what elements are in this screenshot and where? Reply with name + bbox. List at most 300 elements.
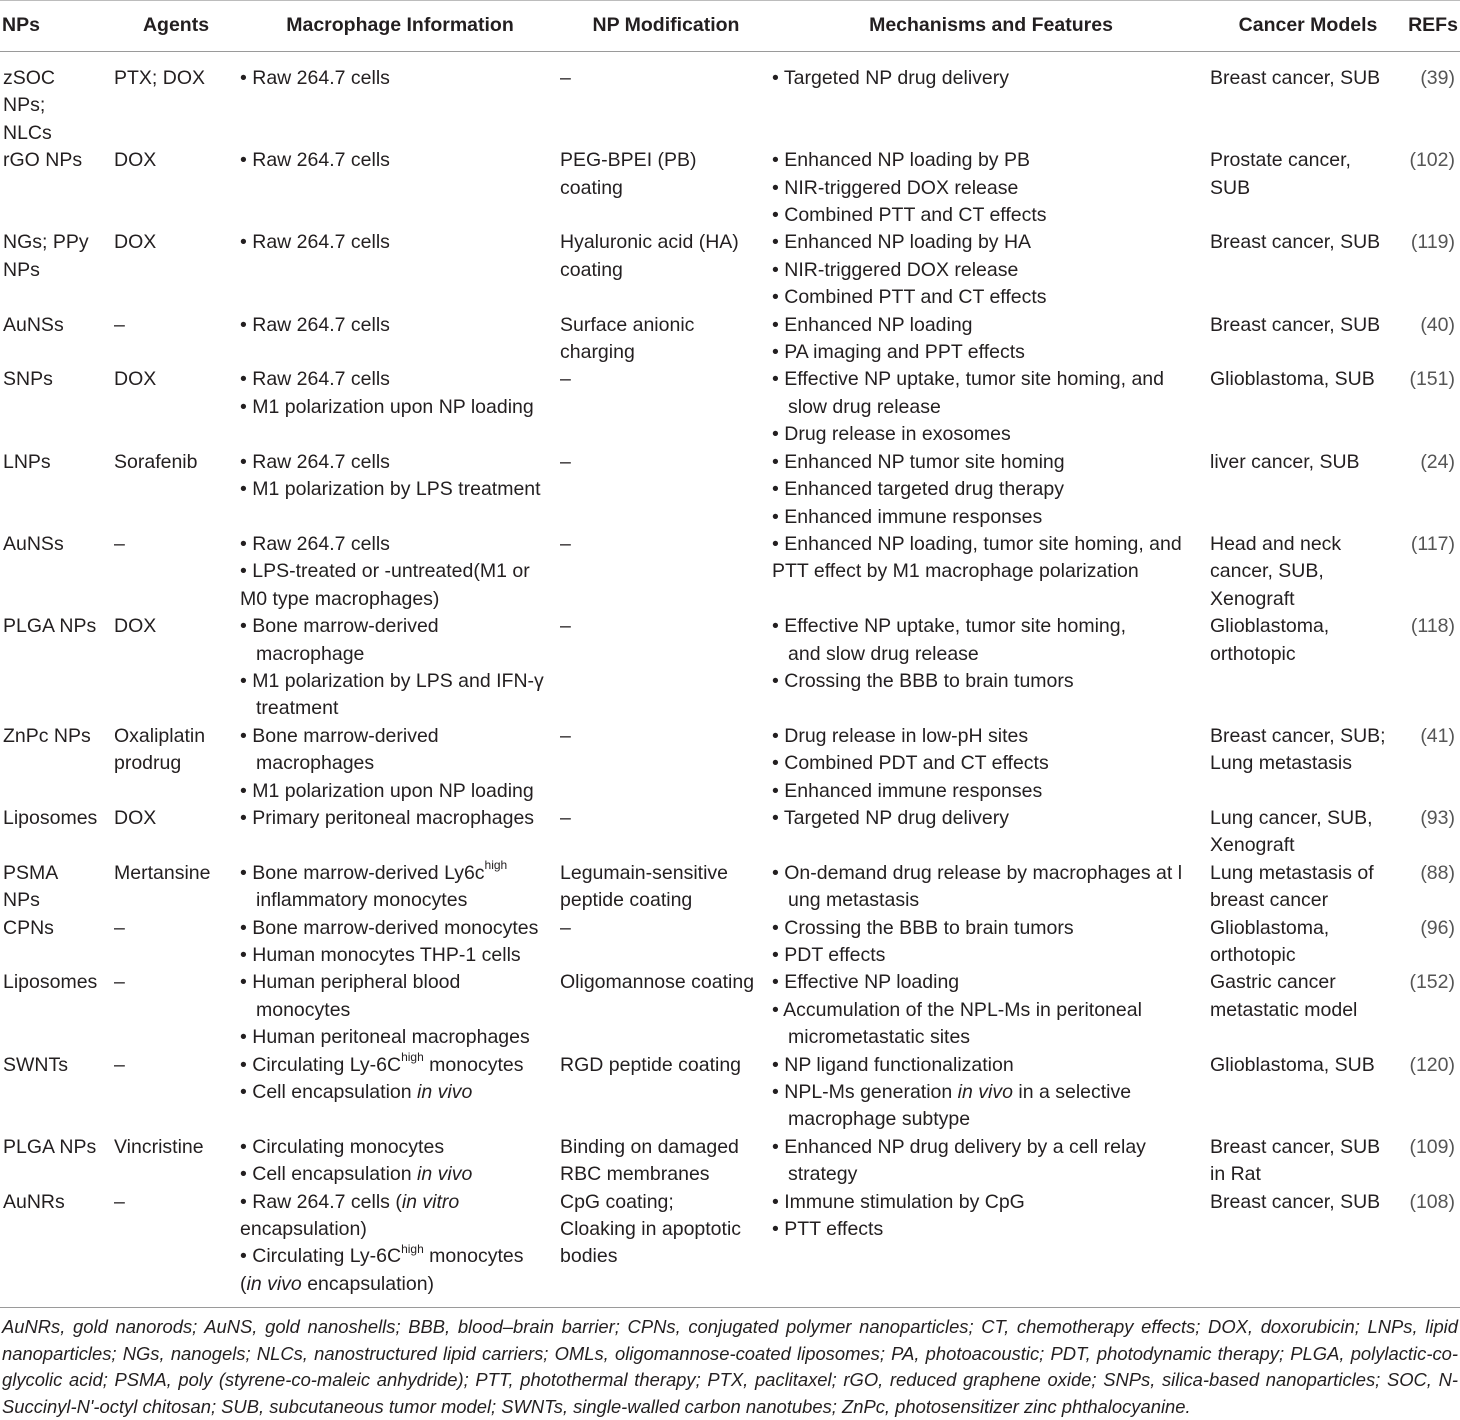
- cell-line: SNPs: [3, 368, 53, 391]
- header-mechanisms-and-features: Mechanisms and Features: [772, 1, 1210, 52]
- cell-macrophage-info: [240, 805, 560, 860]
- bullet-line: [240, 147, 560, 174]
- cell-np-modification: [560, 1134, 772, 1189]
- cell-line: Xenograft: [1210, 834, 1295, 857]
- cell-line: PLGA NPs: [3, 1135, 97, 1158]
- cell-np-modification: [560, 531, 772, 613]
- cell-ref-link[interactable]: (93): [1420, 806, 1455, 829]
- bullet-text: • Circulating monocytes: [240, 1135, 445, 1158]
- bullet-line: [772, 257, 1210, 284]
- cell-line: –: [560, 368, 571, 391]
- cell-macrophage-info: [240, 613, 560, 723]
- cell-nps: [0, 229, 112, 311]
- cell-macrophage-info: [240, 366, 560, 448]
- cell-cancer-models: [1210, 969, 1406, 1051]
- bullet-line: [772, 668, 1210, 695]
- cell-mechanisms: [772, 915, 1210, 970]
- cell-nps: [0, 1052, 112, 1134]
- bullet-text: • M1 polarization upon NP loading: [240, 395, 534, 418]
- bullet-line: [772, 915, 1210, 942]
- cell-cancer-models: [1210, 449, 1406, 531]
- table-row: [0, 366, 1460, 448]
- bullet-text: • Raw 264.7 cells: [240, 368, 390, 391]
- cell-agents: [112, 1052, 240, 1134]
- bullet-line: [772, 476, 1210, 503]
- cell-line: SUB: [1210, 176, 1251, 199]
- bullet-text: macrophage subtype: [788, 1108, 971, 1131]
- bullet-text: • Enhanced immune responses: [772, 779, 1043, 802]
- cell-ref-link[interactable]: (117): [1410, 532, 1455, 555]
- bullet-text: • Enhanced NP drug delivery by a cell relay: [772, 1135, 1146, 1158]
- cell-line: orthotopic: [1210, 642, 1296, 665]
- cell-nps: [0, 147, 112, 229]
- bullet-line: [772, 366, 1210, 393]
- cell-mechanisms: [772, 312, 1210, 367]
- cell-macrophage-info: [240, 449, 560, 531]
- cell-line: Sorafenib: [114, 450, 198, 473]
- bullet-text: • Circulating Ly-6C: [240, 1245, 402, 1268]
- cell-line: –: [114, 532, 125, 555]
- cell-line: –: [560, 724, 571, 747]
- italic-term: in vivo: [246, 1272, 302, 1295]
- cell-line: liver cancer, SUB: [1210, 450, 1360, 473]
- cell-line: RBC membranes: [560, 1163, 710, 1186]
- bullet-line: [772, 1161, 1210, 1188]
- bullet-line: [772, 202, 1210, 229]
- bullet-text: inflammatory monocytes: [256, 889, 468, 912]
- cell-agents: [112, 229, 240, 311]
- table-row: [0, 1134, 1460, 1189]
- bullet-line: [772, 641, 1210, 668]
- italic-term: in vivo: [957, 1081, 1013, 1104]
- bullet-line: [240, 1161, 560, 1188]
- cell-ref-link[interactable]: (41): [1420, 724, 1455, 747]
- cell-line: Lung metastasis: [1210, 752, 1352, 775]
- cell-cancer-models: [1210, 805, 1406, 860]
- bullet-text: • Drug release in exosomes: [772, 423, 1011, 446]
- bullet-text: and slow drug release: [788, 642, 979, 665]
- bullet-line: [772, 1052, 1210, 1079]
- cell-np-modification: [560, 723, 772, 805]
- cell-line: Oxaliplatin: [114, 724, 206, 747]
- cell-cancer-models: [1210, 147, 1406, 229]
- cell-ref-link[interactable]: (119): [1410, 231, 1455, 254]
- bullet-text: • Raw 264.7 cells: [240, 313, 390, 336]
- cell-mechanisms: [772, 366, 1210, 448]
- cell-macrophage-info: [240, 1189, 560, 1308]
- bullet-text: micrometastatic sites: [788, 1026, 971, 1049]
- cell-agents: [112, 312, 240, 367]
- bullet-line: [772, 942, 1210, 969]
- cell-line: Glioblastoma, SUB: [1210, 1053, 1375, 1076]
- cell-line: DOX: [114, 615, 157, 638]
- bullet-text: • Raw 264.7 cells: [240, 231, 390, 254]
- cell-line: Binding on damaged: [560, 1135, 739, 1158]
- cell-nps: [0, 531, 112, 613]
- cell-line: peptide coating: [560, 889, 693, 912]
- table-row: [0, 312, 1460, 367]
- bullet-line: [772, 531, 1210, 558]
- cell-ref-link[interactable]: (120): [1409, 1053, 1455, 1076]
- bullet-line: [240, 750, 560, 777]
- cell-np-modification: [560, 860, 772, 915]
- bullet-text: • Bone marrow-derived monocytes: [240, 916, 539, 939]
- cell-cancer-models: [1210, 366, 1406, 448]
- bullet-text: monocytes: [256, 998, 351, 1021]
- cell-line: NPs: [3, 889, 40, 912]
- cell-macrophage-info: [240, 1134, 560, 1189]
- cell-ref-link[interactable]: (24): [1420, 450, 1455, 473]
- table-row: [0, 449, 1460, 531]
- bullet-line: [240, 366, 560, 393]
- italic-term: in vitro: [401, 1190, 460, 1213]
- bullet-line: [772, 750, 1210, 777]
- cell-cancer-models: [1210, 723, 1406, 805]
- cell-line: –: [114, 916, 125, 939]
- cell-ref-link[interactable]: (108): [1406, 1189, 1460, 1308]
- bullet-text: • PA imaging and PPT effects: [772, 341, 1025, 364]
- cell-line: –: [114, 313, 125, 336]
- bullet-text-tail: in a selective: [1012, 1081, 1132, 1104]
- bullet-line: [240, 1134, 560, 1161]
- cell-agents: [112, 52, 240, 148]
- cell-cancer-models: [1210, 1134, 1406, 1189]
- cell-line: AuNSs: [3, 532, 64, 555]
- cell-agents: [112, 613, 240, 723]
- cell-ref-link[interactable]: (88): [1420, 861, 1455, 884]
- cell-mechanisms: [772, 860, 1210, 915]
- cell-ref-link[interactable]: (96): [1420, 916, 1455, 939]
- cell-line: PTX; DOX: [114, 67, 206, 89]
- bullet-line: [240, 531, 560, 558]
- bullet-line: [772, 1079, 1210, 1106]
- cell-line: NPs;: [3, 94, 46, 117]
- bullet-text: strategy: [788, 1163, 858, 1186]
- bullet-text: • Bone marrow-derived Ly6c: [240, 861, 485, 884]
- cell-agents: [112, 915, 240, 970]
- cell-line: DOX: [114, 806, 157, 829]
- cell-line: zSOC: [3, 67, 56, 89]
- bullet-line: [240, 449, 560, 476]
- cell-np-modification: [560, 1052, 772, 1134]
- cell-macrophage-info: [240, 915, 560, 970]
- bullet-text: • Crossing the BBB to brain tumors: [772, 916, 1074, 939]
- cell-mechanisms: [772, 723, 1210, 805]
- cell-ref-link[interactable]: (40): [1420, 313, 1455, 336]
- cell-nps: [0, 915, 112, 970]
- bullet-text: • Combined PDT and CT effects: [772, 752, 1049, 775]
- cell-cancer-models: [1210, 312, 1406, 367]
- cell-line: Cloaking in apoptotic: [560, 1218, 742, 1241]
- cell-line: Prostate cancer,: [1210, 149, 1351, 172]
- bullet-line: [240, 65, 560, 92]
- cell-ref-link[interactable]: (102): [1409, 149, 1455, 172]
- bullet-line: [240, 915, 560, 942]
- table-row: [0, 613, 1460, 723]
- cell-ref-link[interactable]: (39): [1420, 67, 1455, 89]
- cell-ref-link[interactable]: (118): [1410, 615, 1455, 638]
- bullet-line: [772, 969, 1210, 996]
- bullet-text-tail: encapsulation): [301, 1272, 435, 1295]
- cell-ref-link[interactable]: (151): [1409, 368, 1455, 391]
- cell-nps: [0, 1134, 112, 1189]
- cell-line: in Rat: [1210, 1163, 1261, 1186]
- bullet-line: [772, 147, 1210, 174]
- bullet-line: [772, 1189, 1210, 1216]
- cell-agents: [112, 805, 240, 860]
- cell-nps: [0, 449, 112, 531]
- cell-ref-link[interactable]: (152): [1409, 971, 1455, 994]
- cell-nps: [0, 366, 112, 448]
- bullet-text: • Enhanced immune responses: [772, 505, 1043, 528]
- cell-line: –: [114, 1053, 125, 1076]
- cell-agents: [112, 531, 240, 613]
- cell-line: Breast cancer, SUB: [1210, 1135, 1381, 1158]
- bullet-line: [772, 65, 1210, 92]
- bullet-line: [240, 778, 560, 805]
- cell-line: DOX: [114, 231, 157, 254]
- cell-np-modification: [560, 915, 772, 970]
- bullet-line: [240, 641, 560, 668]
- cell-line: cancer, SUB,: [1210, 560, 1324, 583]
- bullet-text: macrophage: [256, 642, 365, 665]
- bullet-line: [772, 284, 1210, 311]
- bullet-text: • Targeted NP drug delivery: [772, 806, 1009, 829]
- cell-line: rGO NPs: [3, 149, 83, 172]
- cell-line: Liposomes: [3, 971, 98, 994]
- bullet-text: • Enhanced targeted drug therapy: [772, 478, 1064, 501]
- cell-mechanisms: [772, 805, 1210, 860]
- bullet-line: [772, 312, 1210, 339]
- cell-line: CpG coating;: [560, 1190, 674, 1213]
- bullet-text: • Cell encapsulation: [240, 1163, 418, 1186]
- bullet-line: [240, 969, 560, 996]
- superscript: high: [401, 1050, 424, 1065]
- cell-ref-link[interactable]: (109): [1409, 1135, 1455, 1158]
- header-refs: REFs: [1406, 1, 1460, 52]
- bullet-text: • Bone marrow-derived: [240, 615, 439, 638]
- cell-mechanisms: [772, 1189, 1210, 1308]
- bullet-line: [240, 997, 560, 1024]
- bullet-line: [772, 229, 1210, 256]
- cell-line: DOX: [114, 368, 157, 391]
- cell-mechanisms: [772, 1134, 1210, 1189]
- bullet-text: • NPL-Ms generation: [772, 1081, 958, 1104]
- cell-line: orthotopic: [1210, 944, 1296, 966]
- cell-mechanisms: [772, 613, 1210, 723]
- cell-line: Liposomes: [3, 806, 98, 829]
- cell-mechanisms: [772, 531, 1210, 613]
- table-row: [0, 229, 1460, 311]
- bullet-line: [772, 175, 1210, 202]
- cell-line: charging: [560, 341, 635, 364]
- bullet-text: • M1 polarization by LPS treatment: [240, 478, 541, 501]
- cell-line: –: [560, 806, 571, 829]
- bullet-line: [772, 421, 1210, 448]
- bullet-line: [772, 558, 1210, 585]
- bullet-text: • Raw 264.7 cells: [240, 67, 390, 89]
- cell-macrophage-info: [240, 1052, 560, 1134]
- cell-line: –: [560, 450, 571, 473]
- table-body: [0, 52, 1460, 1308]
- bullet-text: • Enhanced NP loading by PB: [772, 149, 1030, 172]
- bullet-line: [772, 449, 1210, 476]
- header-agents: Agents: [112, 1, 240, 52]
- bullet-line: [772, 394, 1210, 421]
- cell-line: Glioblastoma,: [1210, 615, 1330, 638]
- cell-cancer-models: [1210, 531, 1406, 613]
- bullet-text: • Raw 264.7 cells (: [240, 1190, 402, 1213]
- bullet-text: • Primary peritoneal macrophages: [240, 806, 535, 829]
- table-row: [0, 915, 1460, 970]
- bullet-text: • Effective NP uptake, tumor site homing,: [772, 615, 1127, 638]
- cell-macrophage-info: [240, 147, 560, 229]
- bullet-line: [772, 1216, 1210, 1243]
- bullet-line: [240, 586, 560, 613]
- cell-cancer-models: [1210, 52, 1406, 148]
- cell-nps: [0, 1189, 112, 1308]
- cell-line: Gastric cancer: [1210, 971, 1336, 994]
- cell-macrophage-info: [240, 52, 560, 148]
- cell-np-modification: [560, 52, 772, 148]
- cell-agents: [112, 860, 240, 915]
- cell-line: bodies: [560, 1245, 618, 1268]
- bullet-text: • Immune stimulation by CpG: [772, 1190, 1025, 1213]
- cell-line: ZnPc NPs: [3, 724, 91, 747]
- bullet-line: [772, 723, 1210, 750]
- bullet-text: • Crossing the BBB to brain tumors: [772, 669, 1074, 692]
- bullet-line: [772, 1106, 1210, 1133]
- bullet-line: [240, 1189, 560, 1216]
- bullet-text: • Targeted NP drug delivery: [772, 67, 1009, 89]
- bullet-text: (: [240, 1272, 247, 1295]
- bullet-line: [240, 1271, 560, 1298]
- cell-line: AuNSs: [3, 313, 64, 336]
- bullet-line: [772, 805, 1210, 832]
- cell-mechanisms: [772, 229, 1210, 311]
- bullet-line: [240, 723, 560, 750]
- cell-cancer-models: [1210, 229, 1406, 311]
- cell-line: metastatic model: [1210, 998, 1358, 1021]
- bullet-line: [240, 942, 560, 969]
- cell-nps: [0, 969, 112, 1051]
- cell-line: coating: [560, 176, 623, 199]
- bullet-text: ung metastasis: [788, 889, 920, 912]
- bullet-line: [240, 860, 560, 887]
- cell-nps: [0, 613, 112, 723]
- italic-term: in vivo: [417, 1081, 473, 1104]
- bullet-text: • Drug release in low-pH sites: [772, 724, 1029, 747]
- bullet-text: • Circulating Ly-6C: [240, 1053, 402, 1076]
- bullet-text: • Human peritoneal macrophages: [240, 1026, 530, 1049]
- header-cancer-models: Cancer Models: [1210, 1, 1406, 52]
- cell-line: –: [560, 67, 571, 89]
- cell-np-modification: [560, 805, 772, 860]
- cell-mechanisms: [772, 52, 1210, 148]
- bullet-text: • Enhanced NP loading, tumor site homing, and: [772, 532, 1182, 555]
- bullet-text: • Enhanced NP loading by HA: [772, 231, 1032, 254]
- bullet-text: • M1 polarization upon NP loading: [240, 779, 534, 802]
- cell-line: PLGA NPs: [3, 615, 97, 638]
- cell-line: Breast cancer, SUB: [1210, 67, 1381, 89]
- cell-line: PSMA: [3, 861, 59, 884]
- cell-line: –: [114, 1190, 125, 1213]
- cell-cancer-models: [1210, 915, 1406, 970]
- cell-line: PEG-BPEI (PB): [560, 149, 697, 172]
- cell-cancer-models: [1210, 613, 1406, 723]
- cell-line: Vincristine: [114, 1135, 204, 1158]
- superscript: high: [484, 858, 508, 873]
- cell-line: –: [114, 971, 125, 994]
- cell-line: –: [560, 532, 571, 555]
- bullet-line: [240, 394, 560, 421]
- bullet-line: [772, 1024, 1210, 1051]
- cell-line: NGs; PPy: [3, 231, 89, 254]
- bullet-line: [240, 613, 560, 640]
- cell-line: NPs: [3, 258, 40, 281]
- bullet-text: • Cell encapsulation: [240, 1081, 418, 1104]
- bullet-line: [240, 229, 560, 256]
- header-row: [0, 1, 1460, 52]
- cell-line: coating: [560, 258, 623, 281]
- cell-line: Glioblastoma,: [1210, 916, 1330, 939]
- bullet-line: [772, 339, 1210, 366]
- cell-line: Lung cancer, SUB,: [1210, 806, 1373, 829]
- table-row: [0, 52, 1460, 148]
- bullet-text: • PDT effects: [772, 944, 886, 966]
- superscript: high: [401, 1241, 424, 1256]
- cell-mechanisms: [772, 1052, 1210, 1134]
- cell-line: Breast cancer, SUB: [1210, 313, 1381, 336]
- bullet-line: [240, 887, 560, 914]
- cell-line: –: [560, 615, 571, 638]
- bullet-line: [240, 805, 560, 832]
- header-np-modification: NP Modification: [560, 1, 772, 52]
- cell-line: Lung metastasis of: [1210, 861, 1374, 884]
- bullet-text-tail: monocytes: [423, 1245, 524, 1268]
- cell-line: Breast cancer, SUB: [1210, 1190, 1381, 1213]
- bullet-text: • Accumulation of the NPL-Ms in peritoneal: [772, 998, 1142, 1021]
- italic-term: in vivo: [417, 1163, 473, 1186]
- cell-macrophage-info: [240, 312, 560, 367]
- cell-line: –: [560, 916, 571, 939]
- cell-line: Xenograft: [1210, 587, 1295, 610]
- cell-macrophage-info: [240, 969, 560, 1051]
- bullet-text: • Human monocytes THP-1 cells: [240, 944, 521, 966]
- table-row: [0, 969, 1460, 1051]
- cell-cancer-models: [1210, 860, 1406, 915]
- cell-line: Breast cancer, SUB;: [1210, 724, 1386, 747]
- bullet-text: • Bone marrow-derived: [240, 724, 439, 747]
- cell-agents: [112, 147, 240, 229]
- bullet-text: macrophages: [256, 752, 375, 775]
- bullet-line: [240, 1052, 560, 1079]
- bullet-text: • Effective NP loading: [772, 971, 960, 994]
- bullet-text: • Raw 264.7 cells: [240, 149, 390, 172]
- cell-np-modification: [560, 613, 772, 723]
- cell-macrophage-info: [240, 723, 560, 805]
- cell-nps: [0, 723, 112, 805]
- cell-line: Glioblastoma, SUB: [1210, 368, 1375, 391]
- cell-cancer-models: [1210, 1189, 1406, 1308]
- cell-line: CPNs: [3, 916, 54, 939]
- cell-agents: [112, 366, 240, 448]
- cell-mechanisms: [772, 969, 1210, 1051]
- cell-line: Oligomannose coating: [560, 971, 755, 994]
- bullet-text: • Combined PTT and CT effects: [772, 286, 1047, 309]
- bullet-line: [772, 504, 1210, 531]
- bullet-line: [240, 1024, 560, 1051]
